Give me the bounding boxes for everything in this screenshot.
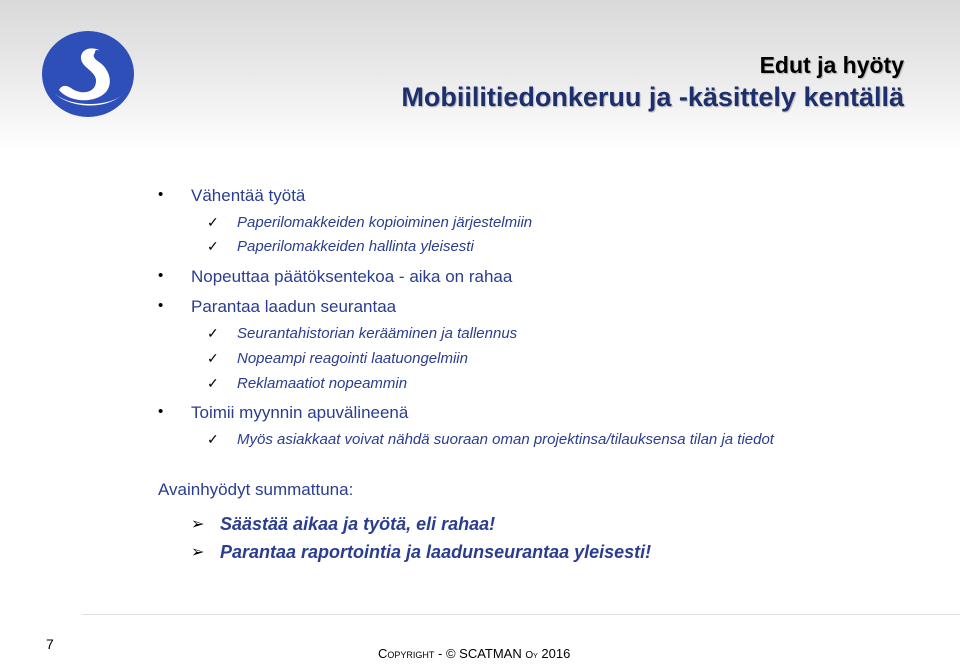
checkmark-icon: ✓ [207,238,219,254]
copyright-year: 2016 [537,646,571,661]
check-text: Reklamaatiot nopeammin [237,375,408,392]
check-text: Paperilomakkeiden kopioiminen järjestelmiin [237,214,533,231]
footer-divider [82,614,960,615]
swan-logo-icon [41,30,135,118]
copyright-oy: Oy [525,650,538,661]
check-text: Myös asiakkaat voivat nähdä suoraan oman projektinsa/tilauksensa tilan ja tiedot [237,431,774,448]
checkmark-icon: ✓ [207,350,219,366]
check-text: Paperilomakkeiden hallinta yleisesti [237,238,474,255]
highlight-text: Parantaa raportointia ja laadunseurantaa yleisesti! [220,542,652,562]
checkmark-icon: ✓ [207,214,219,230]
arrow-bullet-icon: ➢ [191,544,205,561]
copyright-holder: - © SCATMAN [434,646,526,661]
page-number: 7 [46,636,54,652]
bullet-text: Parantaa laadun seurantaa [191,297,397,316]
checkmark-icon: ✓ [207,375,219,391]
slide-subtitle: Edut ja hyöty [759,52,904,78]
check-text: Nopeampi reagointi laatuongelmiin [237,350,468,367]
bullet-icon: • [158,403,164,420]
check-text: Seurantahistorian kerääminen ja tallennus [237,325,518,342]
bullet-icon: • [158,186,164,203]
checkmark-icon: ✓ [207,325,219,341]
copyright-notice [378,646,570,661]
bullet-icon: • [158,297,164,314]
slide-title: Mobiilitiedonkeruu ja -käsittely kentällä [401,82,904,112]
bullet-icon: • [158,267,164,284]
summary-heading: Avainhyödyt summattuna: [158,480,354,499]
bullet-text: Vähentää työtä [191,186,306,205]
highlight-text: Säästää aikaa ja työtä, eli rahaa! [220,514,496,534]
checkmark-icon: ✓ [207,431,219,447]
copyright-word: Copyright [378,646,435,661]
bullet-text: Toimii myynnin apuvälineenä [191,403,409,422]
arrow-bullet-icon: ➢ [191,516,205,533]
bullet-text: Nopeuttaa päätöksentekoa - aika on rahaa [191,267,513,286]
